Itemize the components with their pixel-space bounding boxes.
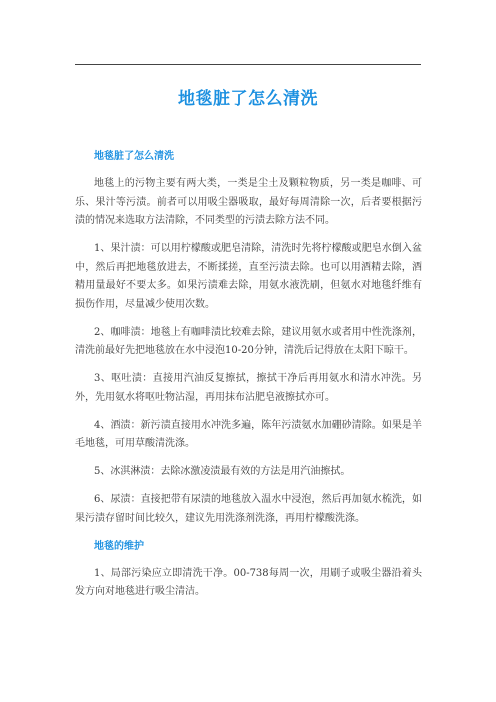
vomit-stain-paragraph: 3、呕吐渍：直接用汽油反复擦拭，擦拭干净后再用氨水和清水冲洗。另外，先用氨水将呕吐物沾湿，再用抹布沾肥皂液擦拭亦可。 [75,373,422,403]
document-title: 地毯脏了怎么清洗 [178,89,318,109]
maintenance-paragraph: 1、局部污染应立即清洗干净。00-738每周一次，用刷子或吸尘器沿着头发方向对地毯进行吸尘清洁。 [75,567,422,597]
section-heading: 地毯的维护 [94,540,144,552]
header-rule [75,64,421,65]
ice-cream-stain-paragraph: 5、冰淇淋渍：去除冰激凌渍最有效的方法是用汽油擦拭。 [94,466,351,477]
urine-stain-paragraph: 6、尿渍：直接把带有尿渍的地毯放入温水中浸泡，然后再加氨水梳洗，如果污渍存留时间比较久，建议先用洗涤剂洗涤，再用柠檬酸洗涤。 [75,494,422,524]
wine-stain-paragraph: 4、酒渍：新污渍直接用水冲洗多遍，陈年污渍氨水加硼砂清除。如果是羊毛地毯，可用草酸清洗涤。 [75,419,422,449]
intro-paragraph: 地毯上的污物主要有两大类，一类是尘土及颗粒物质，另一类是咖啡、可乐、果汁等污渍。前者可以用吸尘器吸取，最好每周清除一次，后者要根据污渍的情况来选取方法清除，不同类型的污渍去除方法不同。 [75,178,422,226]
section-cleaning [75,148,422,528]
coffee-stain-paragraph: 2、咖啡渍：地毯上有咖啡渍比较难去除，建议用氨水或者用中性洗涤剂，清洗前最好先把地毯放在水中浸泡10-20分钟，清洗后记得放在太阳下晾干。 [75,326,422,356]
section-heading: 地毯脏了怎么清洗 [94,151,174,162]
document-body [75,148,422,611]
section-maintenance [75,538,422,602]
juice-stain-paragraph: 1、果汁渍：可以用柠檬酸或肥皂清除，清洗时先将柠檬酸或肥皂水倒入盆中，然后再把地毯放进去，不断揉搓，直至污渍去除。也可以用酒精去除，酒精用量最好不要太多。如果污渍难去除，用氨水液洗刷，但氨水对地毯纤维有损伤作用，尽量减少使用次数。 [75,243,422,310]
